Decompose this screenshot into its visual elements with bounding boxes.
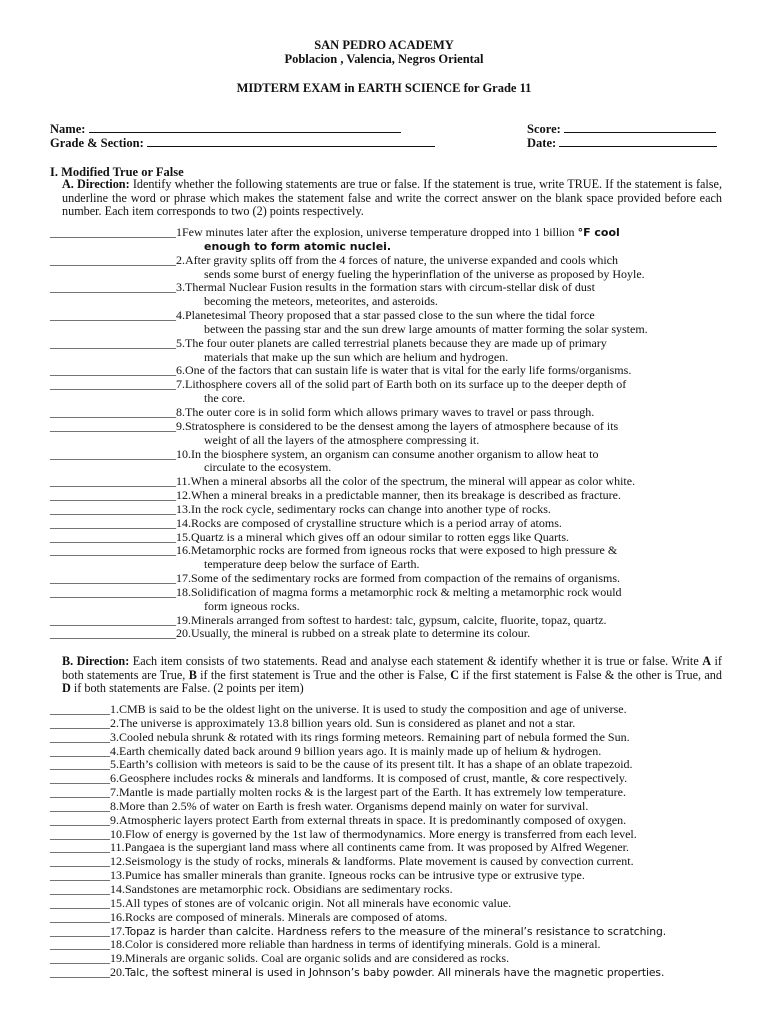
- item-text: [191, 448, 720, 462]
- score-label: Score:: [527, 122, 561, 136]
- question-item: [50, 503, 720, 517]
- item-text: [191, 572, 720, 586]
- choice-b: B: [188, 667, 197, 682]
- item-number: 13.: [176, 501, 191, 516]
- item-number: 13.: [110, 868, 125, 883]
- answer-blank[interactable]: __________: [50, 771, 110, 786]
- question-item: [50, 572, 720, 586]
- answer-blank[interactable]: _____________________: [50, 418, 176, 433]
- question-item: [50, 772, 740, 786]
- school-address: Poblacion , Valencia, Negros Oriental: [284, 52, 484, 66]
- item-number: 20.: [176, 626, 191, 641]
- answer-blank[interactable]: __________: [50, 785, 110, 800]
- answer-blank[interactable]: _____________________: [50, 501, 176, 516]
- item-text: [185, 378, 720, 392]
- answer-blank[interactable]: _____________________: [50, 515, 176, 530]
- item-statement: Usually, the mineral is rubbed on a streak plate to determine its colour.: [191, 626, 531, 641]
- item-statement: Quartz is a mineral which gives off an odour similar to rotten eggs like Quarts.: [191, 529, 570, 544]
- school-name: SAN PEDRO ACADEMY: [314, 38, 454, 52]
- question-item: [50, 703, 740, 717]
- item-number: 19.: [176, 612, 191, 627]
- item-statement: Rocks are composed of crystalline structure which is a period array of atoms.: [191, 515, 562, 530]
- answer-blank[interactable]: __________: [50, 868, 110, 883]
- item-number: 1.: [110, 702, 119, 716]
- item-number: 3.: [176, 280, 185, 295]
- item-continuation: circulate to the ecosystem.: [204, 460, 332, 475]
- item-continuation: sends some burst of energy fueling the hyperinflation of the universe as proposed by Hoyle.: [204, 266, 645, 281]
- question-item: [50, 731, 740, 745]
- answer-blank[interactable]: __________: [50, 895, 110, 910]
- item-number: 4.: [110, 743, 119, 758]
- question-item: [50, 337, 720, 351]
- item-text: [191, 586, 720, 600]
- item-text: [185, 420, 720, 434]
- item-statement: Pangaea is the supergiant land mass where all continents came from. It was proposed by Alfred Wegener.: [124, 840, 630, 855]
- item-number: 17.: [110, 923, 125, 938]
- question-item: [50, 627, 720, 641]
- grade-section-line[interactable]: [147, 136, 435, 147]
- item-number: 19.: [110, 951, 125, 966]
- item-statement: Thermal Nuclear Fusion results in the formation stars with circum-stellar disk of dust: [185, 280, 595, 295]
- answer-blank[interactable]: _____________________: [50, 446, 176, 461]
- item-text: [185, 406, 720, 420]
- item-statement: One of the factors that can sustain life is water that is vital for the early life forms/organisms.: [185, 363, 632, 378]
- answer-blank[interactable]: _____________________: [50, 363, 176, 378]
- item-number: 6.: [110, 771, 119, 786]
- item-statement: Cooled nebula shrunk & rotated with its rings forming meteors. Remaining part of nebula formed the Sun.: [119, 729, 630, 744]
- choice-c: C: [450, 667, 460, 682]
- item-text: [191, 517, 720, 531]
- item-number: 2.: [176, 252, 185, 267]
- question-item: [50, 841, 740, 855]
- item-number: 12.: [176, 488, 191, 503]
- item-statement: Geosphere includes rocks & minerals and landforms. It is composed of crust, mantle, & core respectively.: [119, 771, 628, 786]
- item-number: 12.: [110, 854, 125, 869]
- part2-direction-text-5: if both statements are False. (2 points per item): [70, 681, 304, 696]
- item-number: 5.: [176, 335, 185, 350]
- grade-section-field[interactable]: [50, 136, 435, 150]
- item-statement: Earth’s collision with meteors is said to be the cause of its present tilt. It has a shape of an oblate trapezoid.: [119, 757, 633, 772]
- item-statement: In the rock cycle, sedimentary rocks can change into another type of rocks.: [191, 501, 551, 516]
- item-number: 15.: [110, 895, 125, 910]
- question-item: [50, 897, 740, 911]
- item-statement: Atmospheric layers protect Earth from external threats in space. It is predominantly composed of oxygen.: [119, 812, 627, 827]
- item-statement: Pumice has smaller minerals than granite. Igneous rocks can be intrusive type or extrusive type.: [125, 868, 585, 883]
- question-item: [50, 517, 720, 531]
- answer-blank[interactable]: __________: [50, 826, 110, 841]
- question-item: [50, 544, 720, 558]
- question-item: [50, 925, 740, 939]
- answer-blank[interactable]: __________: [50, 881, 110, 896]
- answer-blank[interactable]: _____________________: [50, 280, 176, 295]
- item-number: 8.: [110, 798, 119, 813]
- item-text: [191, 531, 720, 545]
- answer-blank[interactable]: __________: [50, 923, 110, 938]
- answer-blank[interactable]: _____________________: [50, 377, 176, 392]
- item-text: [182, 226, 720, 240]
- item-text: [185, 309, 720, 323]
- item-statement: Some of the sedimentary rocks are formed from compaction of the remains of organisms.: [191, 571, 620, 586]
- item-statement: All types of stones are of volcanic origin. Not all minerals have economic value.: [125, 895, 512, 910]
- question-item: [50, 531, 720, 545]
- item-number: 10.: [176, 446, 191, 461]
- question-item: [50, 828, 740, 842]
- answer-blank[interactable]: _____________________: [50, 225, 176, 239]
- date-field[interactable]: [527, 136, 717, 150]
- item-statement: Mantle is made partially molten rocks & is the largest part of the Earth. It has extremely low temperature.: [119, 785, 626, 800]
- part1-heading: I. Modified True or False: [50, 165, 184, 179]
- item-text: [185, 337, 720, 351]
- question-item: [50, 745, 740, 759]
- item-statement: Flow of energy is governed by the 1st law of thermodynamics. More energy is transferred from each level.: [125, 826, 637, 841]
- item-statement: More than 2.5% of water on Earth is fresh water. Organisms depend mainly on water for survival.: [119, 798, 589, 813]
- question-item: [50, 717, 740, 731]
- answer-blank[interactable]: _____________________: [50, 626, 176, 641]
- part1-direction-text: Identify whether the following statements are true or false. If the statement is true, write TRUE. If the statement is false, underline the word or phrase which makes the statement false and write the correct answer on the blank space provided before each number. Each item corresponds to two (2) points respectively.: [62, 177, 722, 219]
- question-item: [50, 855, 740, 869]
- answer-blank[interactable]: _____________________: [50, 252, 176, 267]
- item-text: [191, 503, 720, 517]
- answer-blank[interactable]: __________: [50, 812, 110, 827]
- date-line[interactable]: [559, 136, 717, 147]
- item-continuation: the core.: [204, 391, 246, 406]
- answer-blank[interactable]: __________: [50, 743, 110, 758]
- item-statement: The universe is approximately 13.8 billion years old. Sun is considered as planet and not a star.: [119, 715, 576, 730]
- item-number: 3.: [110, 729, 119, 744]
- answer-blank[interactable]: __________: [50, 965, 110, 980]
- item-number: 14.: [110, 881, 125, 896]
- answer-blank[interactable]: _____________________: [50, 543, 176, 558]
- question-item: [50, 814, 740, 828]
- answer-blank[interactable]: __________: [50, 840, 110, 855]
- item-statement: Lithosphere covers all of the solid part of Earth both on its surface up to the deeper depth of: [185, 377, 627, 392]
- item-statement: After gravity splits off from the 4 forces of nature, the universe expanded and cools which: [185, 252, 618, 267]
- part2-direction-text-1: Each item consists of two statements. Read and analyse each statement & identify whether it is true or false. Write: [129, 654, 703, 668]
- question-item: [50, 614, 720, 628]
- item-text: [191, 627, 720, 641]
- answer-blank[interactable]: _____________________: [50, 404, 176, 419]
- part2-direction-text-3: if the first statement is True and the other is False,: [196, 667, 451, 682]
- item-statement: When a mineral absorbs all the color of the spectrum, the mineral will appear as color white.: [190, 474, 636, 489]
- question-item: [50, 869, 740, 883]
- item-statement: Topaz is harder than calcite. Hardness refers to the measure of the mineral’s resistance to scratching.: [125, 924, 667, 938]
- choice-d: D: [62, 681, 71, 696]
- item-number: 16.: [176, 543, 191, 558]
- item-number: 17.: [176, 571, 191, 586]
- answer-blank[interactable]: _____________________: [50, 584, 176, 599]
- answer-blank[interactable]: _____________________: [50, 308, 176, 323]
- item-statement: Minerals are organic solids. Coal are organic solids and are considered as rocks.: [125, 951, 510, 966]
- item-number: 16.: [110, 909, 125, 924]
- item-statement: Earth chemically dated back around 9 billion years ago. It is mainly made up of helium & hydrogen.: [119, 743, 602, 758]
- answer-blank[interactable]: _____________________: [50, 529, 176, 544]
- item-continuation: temperature deep below the surface of Earth.: [204, 557, 420, 572]
- answer-blank[interactable]: _____________________: [50, 488, 176, 503]
- question-item: [50, 226, 720, 240]
- item-statement: Metamorphic rocks are formed from igneous rocks that were exposed to high pressure &: [191, 543, 618, 558]
- question-item: [50, 475, 720, 489]
- item-statement: Talc, the softest mineral is used in Johnson’s baby powder. All minerals have the magnetic properties.: [125, 966, 665, 980]
- item-number: 15.: [176, 529, 191, 544]
- answer-blank[interactable]: _____________________: [50, 612, 176, 627]
- part2-direction: [62, 655, 722, 696]
- item-number: 18.: [110, 937, 125, 952]
- part1-direction: [62, 178, 722, 219]
- item-statement: Rocks are composed of minerals. Minerals are composed of atoms.: [125, 909, 448, 924]
- item-text: [191, 489, 720, 503]
- item-continuation: enough to form atomic nuclei.: [204, 239, 392, 253]
- item-number: 18.: [176, 584, 191, 599]
- item-continuation: form igneous rocks.: [204, 598, 300, 613]
- score-line[interactable]: [564, 122, 716, 133]
- question-item: [50, 786, 740, 800]
- part2-item-list: [50, 703, 740, 980]
- item-number: 10.: [110, 826, 125, 841]
- part1-direction-label: A. Direction:: [62, 177, 130, 191]
- item-statement: Few minutes later after the explosion, universe temperature dropped into 1 billion: [182, 225, 578, 239]
- question-item: [50, 406, 720, 420]
- item-statement: Planetesimal Theory proposed that a star passed close to the sun where the tidal force: [185, 308, 595, 323]
- part1-item-list: [50, 226, 720, 641]
- name-label: Name:: [50, 122, 86, 136]
- question-item: [50, 966, 740, 980]
- question-item: [50, 448, 720, 462]
- item-statement: Seismology is the study of rocks, minerals & landforms. Plate movement is caused by convection current.: [125, 854, 634, 869]
- item-continuation: between the passing star and the sun drew large amounts of matter forming the solar system.: [204, 321, 648, 336]
- answer-blank[interactable]: __________: [50, 798, 110, 813]
- question-item: [50, 586, 720, 600]
- item-number: 7.: [110, 785, 119, 800]
- item-number: 2.: [110, 715, 119, 730]
- item-statement: CMB is said to be the oldest light on the universe. It is used to study the composition and age of universe.: [119, 702, 627, 716]
- part2-direction-text-4: if the first statement is False & the other is True, and: [459, 667, 722, 682]
- answer-blank[interactable]: __________: [50, 729, 110, 744]
- item-statement: Sandstones are metamorphic rock. Obsidians are sedimentary rocks.: [125, 881, 453, 896]
- item-text: [191, 475, 720, 489]
- score-field[interactable]: [527, 122, 716, 136]
- exam-title: MIDTERM EXAM in EARTH SCIENCE for Grade 11: [236, 81, 532, 95]
- item-statement: Solidification of magma forms a metamorphic rock & melting a metamorphic rock would: [191, 584, 622, 599]
- question-item: [50, 420, 720, 434]
- item-continuation: materials that make up the sun which are helium and hydrogen.: [204, 349, 509, 364]
- question-item: [50, 281, 720, 295]
- item-statement: The four outer planets are called terrestrial planets because they are made up of primary: [185, 335, 607, 350]
- item-statement: In the biosphere system, an organism can consume another organism to allow heat to: [191, 446, 599, 461]
- item-continuation: weight of all the layers of the atmosphere compressing it.: [204, 432, 480, 447]
- answer-blank[interactable]: _____________________: [50, 335, 176, 350]
- question-item: [50, 254, 720, 268]
- item-number: 7.: [176, 377, 185, 392]
- item-number: 11.: [176, 474, 191, 489]
- item-statement-tail: °F cool: [577, 226, 620, 239]
- item-number: 1: [176, 225, 182, 239]
- choice-a: A: [702, 654, 712, 668]
- grade-section-label: Grade & Section:: [50, 136, 144, 150]
- part2-direction-label: B. Direction:: [62, 654, 130, 668]
- item-statement: Minerals arranged from softest to hardest: talc, gypsum, calcite, fluorite, topaz, quartz.: [191, 612, 607, 627]
- item-number: 5.: [110, 757, 119, 772]
- question-item: [50, 378, 720, 392]
- answer-blank[interactable]: __________: [50, 951, 110, 966]
- item-statement: Color is considered more reliable than hardness in terms of identifying minerals. Gold is a mineral.: [125, 937, 601, 952]
- item-statement: When a mineral breaks in a predictable manner, then its breakage is described as fracture.: [191, 488, 621, 503]
- answer-blank[interactable]: _____________________: [50, 474, 176, 489]
- answer-blank[interactable]: __________: [50, 854, 110, 869]
- item-number: 8.: [176, 404, 185, 419]
- question-item: [50, 938, 740, 952]
- item-text: [191, 614, 720, 628]
- answer-blank[interactable]: __________: [50, 715, 110, 730]
- item-statement: The outer core is in solid form which allows primary waves to travel or pass through.: [185, 404, 595, 419]
- question-item: [50, 952, 740, 966]
- item-text: [191, 544, 720, 558]
- answer-blank[interactable]: __________: [50, 909, 110, 924]
- question-item: [50, 758, 740, 772]
- item-text: [185, 281, 720, 295]
- item-number: 20.: [110, 965, 125, 980]
- item-text: [185, 364, 720, 378]
- item-number: 14.: [176, 515, 191, 530]
- answer-blank[interactable]: __________: [50, 702, 110, 716]
- question-item: [50, 309, 720, 323]
- name-field[interactable]: [50, 122, 401, 136]
- item-number: 9.: [110, 812, 119, 827]
- item-statement: Stratosphere is considered to be the densest among the layers of atmosphere because of its: [185, 418, 619, 433]
- item-continuation: becoming the meteors, meteorites, and asteroids.: [204, 294, 438, 309]
- question-item: [50, 911, 740, 925]
- date-label: Date:: [527, 136, 557, 150]
- item-number: 11.: [110, 840, 125, 855]
- question-item: [50, 800, 740, 814]
- item-text: [185, 254, 720, 268]
- answer-blank[interactable]: _____________________: [50, 571, 176, 586]
- question-item: [50, 364, 720, 378]
- question-item: [50, 883, 740, 897]
- name-line[interactable]: [89, 122, 401, 133]
- item-number: 9.: [176, 418, 185, 433]
- question-item: [50, 489, 720, 503]
- answer-blank[interactable]: __________: [50, 937, 110, 952]
- part2-direction-text-2: if both statements are True,: [62, 654, 722, 682]
- answer-blank[interactable]: __________: [50, 757, 110, 772]
- item-number: 4.: [176, 308, 185, 323]
- item-number: 6.: [176, 363, 185, 378]
